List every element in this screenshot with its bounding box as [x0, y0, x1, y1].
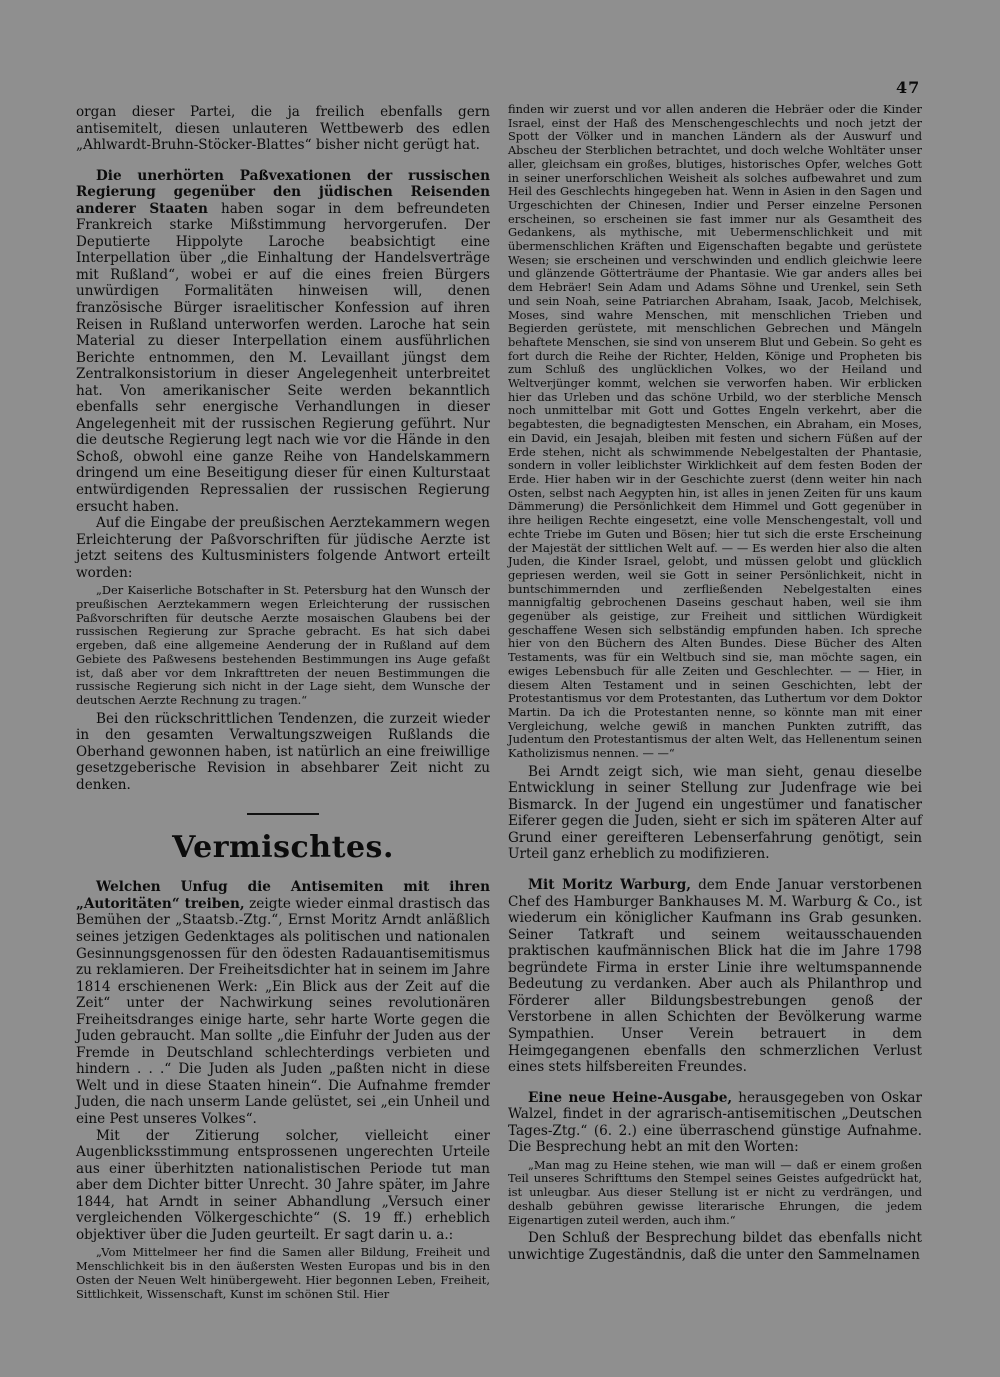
- paragraph-lead: Die unerhörten Paßvexationen der russischen Regierung gegenüber den jüdischen Reisenden anderer Staaten: [76, 167, 490, 217]
- divider: [247, 813, 319, 815]
- paragraph: Bei Arndt zeigt sich, wie man sieht, genau dieselbe Entwicklung in seiner Stellung zur Judenfrage wie bei Bismarck. In der Jugend ein ungestümer und fanatischer Eiferer gegen die Juden, sieht er sich im späteren Alter auf Grund einer gereifteren Lebenserfahrung genötigt, sein Urteil ganz erheblich zu modifizieren.: [508, 763, 922, 863]
- paragraph-lead: Mit Moritz Warburg,: [528, 877, 691, 894]
- paragraph-lead: Eine neue Heine-Ausgabe,: [528, 1089, 733, 1106]
- paragraph-text: herausgegeben von Oskar Walzel, findet in der agrarisch-antisemitischen „Deutschen Tages-Ztg.“ (6. 2.) eine überraschend günstige Aufnahme. Die Besprechung hebt an mit den Worten:: [508, 1089, 923, 1156]
- paragraph-text: dem Ende Januar verstorbenen Chef des Hamburger Bankhauses M. M. Warburg & Co., ist wiederum ein königlicher Kaufmann ins Grab gesunken. Seiner Tatkraft und seinem weitausschauenden praktischen kaufmännischen Blick hat die im Jahre 1798 begründete Firma in erster Linie ihre weltumspannende Bedeutung zu verdanken. Aber auch als Philanthrop und Förderer aller Bildungsbestrebungen genoß der Verstorbene in allen Schichten der Bevölkerung warme Sympathien. Unser Verein betrauert in dem Heimgegangenen ebenfalls den schmerzlichen Verlust eines stets hilfsbereiten Freundes.: [508, 877, 922, 1076]
- paragraph: Auf die Eingabe der preußischen Aerztekammern wegen Erleichterung der Paßvorschriften für jüdische Aerzte ist jetzt seitens des Kultusministers folgende Antwort erteilt worden:: [76, 515, 490, 581]
- paragraph-text: haben sogar in dem befreundeten Frankreich starke Mißstimmung hervorgerufen. Der Deputierte Hippolyte Laroche beabsichtigt eine Interpellation über „die Einhaltung der Handelsverträge mit Rußland“, wobei er auf die eines freien Bürgers unwürdigen Formalitäten hinweisen will, denen französische Bürger israelitischer Konfession auf ihren Reisen in Rußland unterworfen werden. Laroche hat sein Material zu dieser Interpellation einem ausführlichen Berichte entnommen, den M. Levaillant jüngst dem Zentralkonsistorium in dieser Angelegenheit unterbreitet hat. Von amerikanischer Seite werden bekanntlich ebenfalls sehr energische Verhandlungen in dieser Angelegenheit mit der russischen Regierung geführt. Nur die deutsche Regierung legt nach wie vor die Hände in den Schoß, obwohl eine ganze Reihe von Handelskammern dringend um eine Beseitigung dieser für einen Kulturstaat entwürdigenden Repressalien der russischen Regierung ersucht haben.: [76, 200, 491, 515]
- paragraph: [508, 1090, 922, 1156]
- paragraph-text: zeigte wieder einmal drastisch das Bemühen der „Staatsb.-Ztg.“, Ernst Moritz Arndt anläßlich seines jetzigen Gedenktages als politischen und nationalen Gesinnungsgenossen für den ödesten Radauantisemitismus zu reklamieren. Der Freiheitsdichter hat in seinem im Jahre 1814 erschienenen Werk: „Ein Blick aus der Zeit auf die Zeit“ unter der Nachwirkung seines revolutionären Freiheitsdranges einige harte, sehr harte Worte gegen die Juden gebraucht. Man sollte „die Einfuhr der Juden aus der Fremde in Deutschland schlechterdings verbieten und hindern . . .“ Die Juden als Juden „paßten nicht in diese Welt und in diese Staaten hinein“. Die Aufnahme fremder Juden, die nach unserm Lande gelüstet, sei „ein Unheil und eine Pest unseres Volkes“.: [76, 895, 490, 1128]
- left-column: [76, 104, 490, 1304]
- paragraph: Bei den rückschrittlichen Tendenzen, die zurzeit wieder in den gesamten Verwaltungszweigen Rußlands die Oberhand gewonnen haben, ist natürlich an eine freiwillige gesetzgeberische Revision in absehbarer Zeit nicht zu denken.: [76, 710, 490, 793]
- paragraph: organ dieser Partei, die ja freilich ebenfalls gern antisemitelt, diesen unlauteren Wettbewerb des edlen „Ahlwardt-Bruhn-Stöcker-Blattes“ bisher nicht gerügt hat.: [76, 104, 490, 154]
- quotation: finden wir zuerst und vor allen anderen die Hebräer oder die Kinder Israel, einst der Haß des Menschengeschlechts und noch jetzt der Spott der Völker und in manchen Ländern als der Auswurf und Abscheu der Sterblichen betrachtet, und doch welche Wohltäter unser aller, gleichsam ein großes, blutiges, historisches Opfer, welches Gott in seiner unerforschlichen Weisheit als solches aufbewahret und zum Heil des Geschlechts hingegeben hat. Wenn in Asien in den Sagen und Urgeschichten der Chinesen, Indier und Perser einzelne Personen erscheinen, so erscheinen sie fast immer nur als Gesamtheit des Gedankens, als mythische, mit Uebermenschlichkeit und mit übermenschlichen Kräften und Eigenschaften begabte und gerüstete Wesen; sie erscheinen und verschwinden und endlich gleichwie leere und glänzende Götterträume der Phantasie. Wie gar anders alles bei dem Hebräer! Sein Adam und Adams Söhne und Urenkel, sein Seth und sein Noah, seine Patriarchen Abraham, Isaak, Jacob, Melchisek, Moses, sind wahre Menschen, mit menschlichen Trieben und Begierden gerüstete, mit menschlichen Gebrechen und Mängeln behaftete Menschen, sie sind von unserem Blut und Gebein. So geht es fort durch die Reihe der Richter, Helden, Könige und Propheten bis zum Schluß des unglücklichen Volkes, wo der Heiland und Weltverjünger kommt, welchen sie verworfen haben. Wir erblicken hier das Urleben und das schöne Urbild, wo der sterbliche Mensch noch unmittelbar mit Gott und Gottes Engeln verkehrt, aber die begabtesten, die begnadigtesten Menschen, ein Abraham, ein Moses, ein David, ein Jesajah, bleiben mit festen und sichern Füßen auf der Erde stehen, nicht als schwimmende Nebelgestalten der Phantasie, sondern in voller leiblichster Wirklichkeit auf dem festen Boden der Erde. Hier haben wir in der Geschichte zuerst (denn weiter hin nach Osten, selbst nach Aegypten hin, ist alles in jenen Zeiten für uns kaum Dämmerung) die Persönlichkeit dem Himmel und Gott gegenüber in ihre heiligen Rechte eingesetzt, eine volle Menschengestalt, voll und echte Triebe im Guten und Bösen; hier tut sich die erste Erscheinung der Majestät der sittlichen Welt auf. — — Es werden hier also die alten Juden, die Kinder Israel, gelobt, und müssen gelobt und glücklich gepriesen werden, weil sie Gott in seiner Persönlichkeit, nicht in buntschimmernden und zerfließenden Nebelgestalten eines mannigfaltig gebrochenen Daseins geschaut haben, weil sie ihm gegenüber als geistige, zur Freiheit und sittlichen Würdigkeit geschaffene Wesen sich selbständig empfunden haben. Ich spreche hier von den Büchern des Alten Bundes. Diese Bücher des Alten Testaments, was für ein Weltbuch sind sie, man möchte sagen, ein ewiges Lebensbuch für alle Zeiten und Geschlechter. — — Hier, in diesem Alten Testament und in seinen Geschichten, lebt der Protestantismus vor dem Protestanten, das Luthertum vor dem Doktor Martin. Da ich die Protestanten nenne, so könnte man mit einer Vergleichung, welche gewiß in manchen Punkten zutrifft, das Judentum den Protestantismus der alten Welt, das Hellenentum seinen Katholizismus nennen. — —“: [508, 102, 922, 761]
- paragraph-lead: Welchen Unfug die Antisemiten mit ihren „Autoritäten“ treiben,: [76, 879, 490, 912]
- quotation: „Vom Mittelmeer her find die Samen aller Bildung, Freiheit und Menschlichkeit bis in den äußersten Westen Europas und bis in den Osten der Neuen Welt hinübergeweht. Hier begonnen Leben, Freiheit, Sittlichkeit, Wissenschaft, Kunst im schönen Stil. Hier: [76, 1245, 490, 1301]
- section-title: Vermischtes.: [172, 830, 394, 866]
- paragraph: [508, 877, 922, 1076]
- right-column: [508, 100, 922, 1263]
- quotation: „Der Kaiserliche Botschafter in St. Petersburg hat den Wunsch der preußischen Aerztekammern wegen Erleichterung der russischen Paßvorschriften für deutsche Aerzte mosaischen Glaubens bei der russischen Regierung zur Sprache gebracht. Es hat sich dabei ergeben, daß eine allgemeine Aenderung der in Rußland auf dem Gebiete des Paßwesens bestehenden Bestimmungen ins Auge gefaßt ist, daß aber vor dem Inkrafttreten der neuen Bestimmungen die russische Regierung sich nicht in der Lage sieht, dem Wunsche der deutschen Aerzte Rechnung zu tragen.“: [76, 583, 490, 707]
- quotation: „Man mag zu Heine stehen, wie man will — daß er einem großen Teil unseres Schrifttums den Stempel seines Geistes aufgedrückt hat, ist unleugbar. Aus dieser Stellung ist er nicht zu verdrängen, und deshalb gebühren gewisse literarische Ehrungen, die jedem Eigenartigen zuteil werden, auch ihm.“: [508, 1157, 922, 1227]
- paragraph: Den Schluß der Besprechung bildet das ebenfalls nicht unwichtige Zugeständnis, daß die unter den Sammelnamen: [508, 1230, 922, 1263]
- paragraph: Mit der Zitierung solcher, vielleicht einer Augenblicksstimmung entsprossenen ungerechten Urteile aus einer überhitzten nationalistischen Periode tut man aber dem Dichter bitter Unrecht. 30 Jahre später, im Jahre 1844, hat Arndt in seiner Abhandlung „Versuch einer vergleichenden Völkergeschichte“ (S. 19 ff.) erheblich objektiver über die Juden geurteilt. Er sagt darin u. a.:: [76, 1127, 490, 1243]
- page-number: 47: [896, 78, 921, 97]
- paragraph: [76, 168, 490, 515]
- paragraph: [76, 879, 490, 1127]
